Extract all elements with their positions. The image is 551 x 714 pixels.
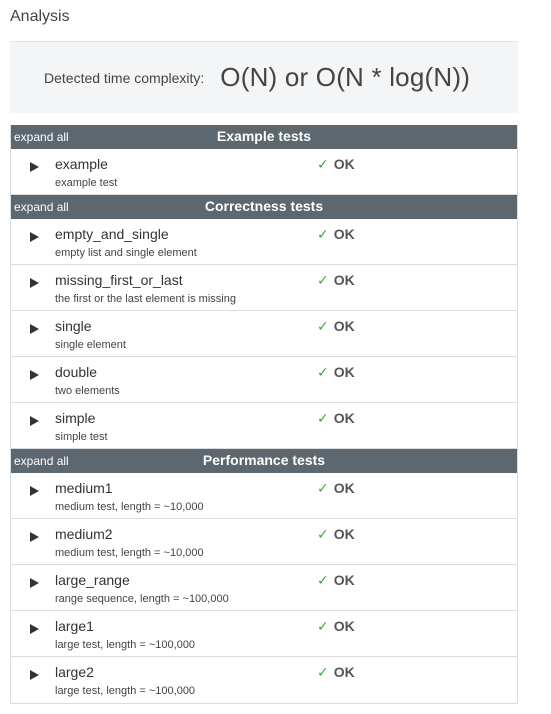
complexity-summary <box>10 41 518 113</box>
test-description: large test, length = ~100,000 <box>55 639 196 651</box>
test-results <box>10 125 518 704</box>
test-status <box>317 480 355 497</box>
test-name: medium2 <box>55 526 113 542</box>
test-group-title: Example tests <box>216 128 312 144</box>
test-name: large2 <box>55 664 94 680</box>
status-label: OK <box>333 156 355 172</box>
status-label: OK <box>333 410 355 426</box>
expand-arrow-icon[interactable] <box>30 162 39 172</box>
test-name: missing_first_or_last <box>55 272 183 288</box>
test-description: medium test, length = ~10,000 <box>55 501 204 513</box>
test-description: medium test, length = ~10,000 <box>55 547 204 559</box>
expand-arrow-icon[interactable] <box>30 370 39 380</box>
test-row[interactable] <box>11 219 517 265</box>
test-group-title: Correctness tests <box>204 198 324 214</box>
test-status <box>317 526 355 543</box>
test-name: single <box>55 318 92 334</box>
test-status <box>317 364 355 381</box>
test-row[interactable] <box>11 357 517 403</box>
complexity-value: O(N) or O(N * log(N)) <box>220 62 471 92</box>
expand-arrow-icon[interactable] <box>30 324 39 334</box>
test-description: two elements <box>55 385 120 397</box>
test-row[interactable] <box>11 611 517 657</box>
checkmark-icon: ✓ <box>317 410 329 426</box>
expand-all-link[interactable]: expand all <box>14 130 69 144</box>
test-name: simple <box>55 410 96 426</box>
test-status <box>317 572 355 589</box>
test-status <box>317 410 355 427</box>
test-status <box>317 272 355 289</box>
test-name: double <box>55 364 98 380</box>
checkmark-icon: ✓ <box>317 664 329 680</box>
test-description: large test, length = ~100,000 <box>55 685 196 697</box>
test-description: single element <box>55 339 126 351</box>
test-row[interactable] <box>11 519 517 565</box>
test-name: empty_and_single <box>55 226 169 242</box>
checkmark-icon: ✓ <box>317 526 329 542</box>
expand-arrow-icon[interactable] <box>30 532 39 542</box>
test-group-header <box>11 195 517 219</box>
status-label: OK <box>333 226 355 242</box>
test-status <box>317 664 355 681</box>
test-status <box>317 318 355 335</box>
page-title: Analysis <box>10 8 70 25</box>
test-description: empty list and single element <box>55 247 197 259</box>
expand-arrow-icon[interactable] <box>30 232 39 242</box>
test-name: example <box>55 156 108 172</box>
test-group-header <box>11 125 517 149</box>
checkmark-icon: ✓ <box>317 480 329 496</box>
test-status <box>317 226 355 243</box>
expand-all-link[interactable]: expand all <box>14 200 69 214</box>
complexity-label: Detected time complexity: <box>44 69 205 86</box>
expand-arrow-icon[interactable] <box>30 278 39 288</box>
test-row[interactable] <box>11 311 517 357</box>
test-name: medium1 <box>55 480 113 496</box>
checkmark-icon: ✓ <box>317 226 329 242</box>
status-label: OK <box>333 364 355 380</box>
test-row[interactable] <box>11 657 517 703</box>
expand-all-link[interactable]: expand all <box>14 454 69 468</box>
test-row[interactable] <box>11 565 517 611</box>
checkmark-icon: ✓ <box>317 364 329 380</box>
status-label: OK <box>333 526 355 542</box>
test-description: range sequence, length = ~100,000 <box>55 593 229 605</box>
test-group-title: Performance tests <box>202 452 326 468</box>
test-description: example test <box>55 177 118 189</box>
test-name: large1 <box>55 618 94 634</box>
test-group-header <box>11 449 517 473</box>
checkmark-icon: ✓ <box>317 318 329 334</box>
expand-arrow-icon[interactable] <box>30 416 39 426</box>
test-status <box>317 618 355 635</box>
test-status <box>317 156 355 173</box>
status-label: OK <box>333 318 355 334</box>
checkmark-icon: ✓ <box>317 572 329 588</box>
checkmark-icon: ✓ <box>317 618 329 634</box>
expand-arrow-icon[interactable] <box>30 486 39 496</box>
status-label: OK <box>333 618 355 634</box>
test-row[interactable] <box>11 473 517 519</box>
test-description: simple test <box>55 431 108 443</box>
test-row[interactable] <box>11 403 517 449</box>
status-label: OK <box>333 572 355 588</box>
test-name: large_range <box>55 572 130 588</box>
test-row[interactable] <box>11 149 517 195</box>
status-label: OK <box>333 480 355 496</box>
expand-arrow-icon[interactable] <box>30 624 39 634</box>
status-label: OK <box>333 272 355 288</box>
expand-arrow-icon[interactable] <box>30 578 39 588</box>
checkmark-icon: ✓ <box>317 272 329 288</box>
test-description: the first or the last element is missing <box>55 293 236 305</box>
test-row[interactable] <box>11 265 517 311</box>
expand-arrow-icon[interactable] <box>30 670 39 680</box>
status-label: OK <box>333 664 355 680</box>
checkmark-icon: ✓ <box>317 156 329 172</box>
